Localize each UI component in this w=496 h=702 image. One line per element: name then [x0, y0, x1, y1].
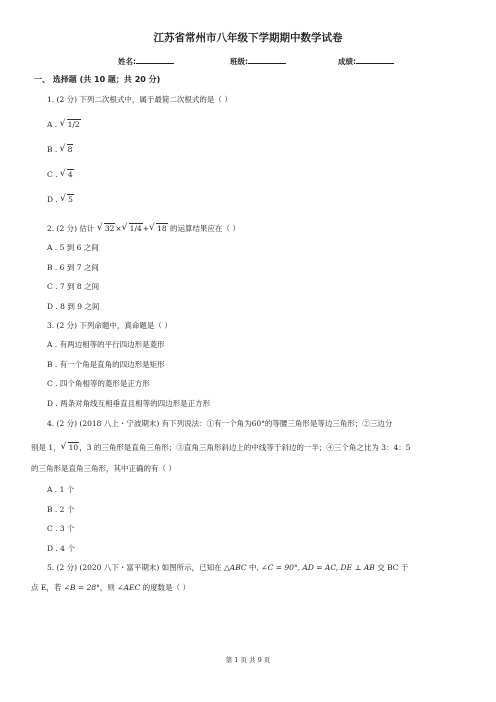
question-5-line-2: 点 E，若 ∠B = 28°，则 ∠AEC 的度数是（ ） [31, 583, 190, 592]
page-title: 江苏省常州市八年级下学期期中数学试卷 [153, 32, 343, 44]
question-5-line-1: 5. (2 分) (2020 八下・富平期末) 如图所示，已知在 △ABC 中, ∠C = 90°, AD = AC, DE ⊥ AB 交 BC 于 [47, 563, 409, 572]
section-heading: 一、 选择题 (共 10 题；共 20 分) [34, 75, 161, 84]
q4-option-b: B . 2 个 [47, 505, 75, 514]
question-4-line-2: 别是 1，√ 10，3 的三角形是直角三角形；③直角三角形斜边上的中线等于斜边的一半；④三个角之比为 3：4：5 [31, 444, 411, 452]
q1-option-b: B . √ 8 [47, 146, 73, 154]
q3-option-c: C . 四个角相等的菱形是正方形 [47, 379, 150, 388]
q1-option-d: D . √ 5 [47, 196, 74, 204]
page-footer: 第 1 页 共 9 页 [225, 656, 271, 664]
q4-option-d: D . 4 个 [47, 544, 75, 553]
q4-option-c: C . 3 个 [47, 524, 75, 533]
q2-option-a: A . 5 到 6 之间 [47, 243, 99, 252]
q2-option-d: D . 8 到 9 之间 [47, 302, 100, 311]
question-2-stem: 2. (2 分) 估计 √ 32×√ 1/4+√ 18 的运算结果应在（ ） [47, 225, 240, 233]
q2-option-b: B . 6 到 7 之间 [47, 263, 99, 272]
q1-option-a: A . √ 1/2 [47, 121, 81, 129]
q3-option-d: D . 两条对角线互相垂直且相等的四边形是正方形 [47, 399, 211, 408]
question-3-stem: 3. (2 分) 下列命题中，真命题是（ ） [47, 321, 172, 330]
score-field: 成绩: [338, 56, 394, 66]
name-field: 姓名: [118, 56, 174, 66]
q1-option-c: C . √ 4 [47, 171, 74, 179]
class-field: 班级: [230, 56, 286, 66]
question-4-line-1: 4. (2 分) (2018 八上・宁波期末) 有下列说法：①有一个角为60°的等腰三角形是等边三角形；②三边分 [47, 419, 393, 428]
q2-option-c: C . 7 到 8 之间 [47, 282, 100, 291]
q2-expression: √ 32×√ 1/4+√ 18 [97, 224, 170, 233]
q3-option-a: A . 有两边相等的平行四边形是菱形 [47, 340, 165, 349]
q4-option-a: A . 1 个 [47, 485, 75, 494]
question-4-line-3: 的三角形是直角三角形，其中正确的有（ ） [31, 464, 176, 473]
question-1-stem: 1. (2 分) 下列二次根式中，属于最简二次根式的是（ ） [47, 95, 232, 104]
q3-option-b: B . 有一个角是直角的四边形是矩形 [47, 360, 165, 369]
